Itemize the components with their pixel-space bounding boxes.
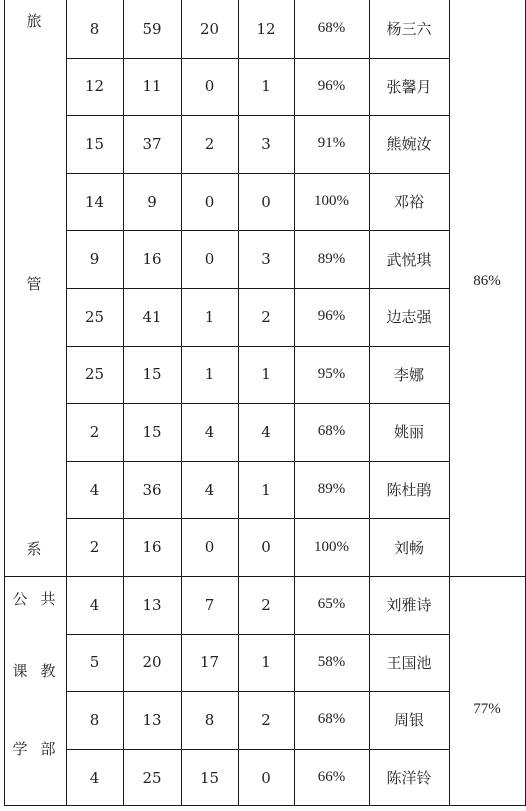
cell-c4: 12 <box>256 19 276 38</box>
cell-c3: 1 <box>204 307 215 326</box>
cell-c4: 3 <box>261 134 271 153</box>
cell-rate: 58% <box>317 653 346 670</box>
grid-line <box>4 576 526 577</box>
cell-c4: 1 <box>261 77 271 96</box>
department-label-char: 系 <box>26 540 42 558</box>
cell-c2: 41 <box>142 307 162 326</box>
cell-c2: 15 <box>142 365 162 384</box>
cell-teacher-name: 陈洋铃 <box>386 769 432 788</box>
cell-c1: 2 <box>89 422 100 441</box>
department-label-char: 管 <box>26 275 42 293</box>
cell-c2: 11 <box>142 77 162 96</box>
department-label-char: 共 <box>40 590 56 608</box>
cell-teacher-name: 张馨月 <box>386 77 432 96</box>
grid-line <box>449 0 450 806</box>
cell-c3: 17 <box>199 653 220 672</box>
cell-teacher-name: 陈杜鹃 <box>386 481 432 500</box>
department-label-char: 公 <box>12 590 28 608</box>
cell-teacher-name: 王国池 <box>386 653 432 672</box>
cell-c4: 3 <box>261 250 271 269</box>
grid-line <box>66 230 449 231</box>
cell-rate: 68% <box>317 20 346 37</box>
cell-c4: 1 <box>261 480 271 499</box>
cell-rate: 100% <box>314 193 349 210</box>
grid-line <box>66 691 449 692</box>
cell-c4: 2 <box>261 307 271 326</box>
cell-rate: 89% <box>317 250 346 267</box>
cell-c2: 36 <box>142 480 162 499</box>
cell-rate: 68% <box>317 423 346 440</box>
grid-line <box>66 403 449 404</box>
cell-c2: 9 <box>147 192 157 211</box>
cell-c2: 59 <box>142 19 162 38</box>
cell-rate: 68% <box>317 711 346 728</box>
cell-c2: 20 <box>142 653 162 672</box>
overall-pass-rate: 86% <box>473 273 501 289</box>
cell-c3: 20 <box>199 19 220 38</box>
cell-c3: 15 <box>199 768 220 787</box>
department-label-char: 教 <box>40 662 56 680</box>
grid-line <box>66 749 449 750</box>
grid-line <box>4 0 5 806</box>
department-label-char: 学 <box>12 740 28 758</box>
cell-c4: 2 <box>261 710 271 729</box>
cell-rate: 65% <box>317 596 346 613</box>
cell-c3: 0 <box>204 538 215 557</box>
cell-c3: 4 <box>204 480 215 499</box>
cell-rate: 96% <box>317 308 346 325</box>
cell-c4: 1 <box>261 365 271 384</box>
grid-line <box>66 461 449 462</box>
grid-line <box>66 115 449 116</box>
cell-c4: 1 <box>261 653 271 672</box>
cell-c2: 25 <box>142 768 162 787</box>
cell-rate: 96% <box>317 77 346 94</box>
cell-c1: 4 <box>89 480 100 499</box>
cell-teacher-name: 边志强 <box>386 308 432 327</box>
cell-c1: 4 <box>89 595 100 614</box>
cell-rate: 66% <box>317 769 346 786</box>
overall-pass-rate: 77% <box>473 701 501 717</box>
cell-teacher-name: 姚丽 <box>393 423 424 442</box>
cell-c1: 25 <box>84 307 105 326</box>
cell-c1: 5 <box>89 653 100 672</box>
grid-line <box>66 58 449 59</box>
department-label-char: 课 <box>12 662 28 680</box>
cell-teacher-name: 刘雅诗 <box>386 596 432 615</box>
grid-line <box>66 288 449 289</box>
cell-teacher-name: 熊婉汝 <box>386 135 432 154</box>
cell-c2: 16 <box>142 538 162 557</box>
cell-c2: 15 <box>142 422 162 441</box>
cell-c4: 4 <box>261 422 271 441</box>
cell-c1: 12 <box>84 77 105 96</box>
cell-c2: 37 <box>142 134 162 153</box>
cell-c1: 14 <box>84 192 105 211</box>
cell-c2: 13 <box>142 595 162 614</box>
cell-c4: 0 <box>261 192 271 211</box>
cell-c1: 25 <box>84 365 105 384</box>
cell-teacher-name: 刘畅 <box>393 538 424 557</box>
cell-c1: 4 <box>89 768 100 787</box>
department-label-char: 旅 <box>26 12 42 30</box>
grid-line <box>66 173 449 174</box>
grid-line <box>66 634 449 635</box>
cell-c3: 4 <box>204 422 215 441</box>
cell-teacher-name: 李娜 <box>393 365 424 384</box>
cell-c3: 8 <box>204 710 215 729</box>
cell-c1: 8 <box>89 710 100 729</box>
cell-c1: 8 <box>89 19 100 38</box>
cell-rate: 89% <box>317 481 346 498</box>
department-label-char: 部 <box>40 740 56 758</box>
cell-teacher-name: 杨三六 <box>386 20 432 39</box>
cell-c3: 2 <box>204 134 215 153</box>
cell-c4: 2 <box>261 595 271 614</box>
cell-c2: 16 <box>142 250 162 269</box>
cell-c1: 2 <box>89 538 100 557</box>
cell-c1: 15 <box>84 134 105 153</box>
cell-c4: 0 <box>261 538 271 557</box>
cell-rate: 100% <box>314 538 349 555</box>
cell-c3: 0 <box>204 250 215 269</box>
grid-line <box>66 346 449 347</box>
cell-c2: 13 <box>142 710 162 729</box>
cell-c3: 0 <box>204 192 215 211</box>
cell-rate: 91% <box>317 135 346 152</box>
cell-c3: 7 <box>204 595 215 614</box>
grid-line <box>66 518 449 519</box>
cell-teacher-name: 武悦琪 <box>386 250 432 269</box>
grid-line <box>4 805 526 806</box>
cell-teacher-name: 邓裕 <box>393 193 424 212</box>
cell-c1: 9 <box>89 250 100 269</box>
cell-teacher-name: 周银 <box>393 711 424 730</box>
cell-c4: 0 <box>261 768 271 787</box>
cell-rate: 95% <box>317 365 346 382</box>
cell-c3: 1 <box>204 365 215 384</box>
cell-c3: 0 <box>204 77 215 96</box>
